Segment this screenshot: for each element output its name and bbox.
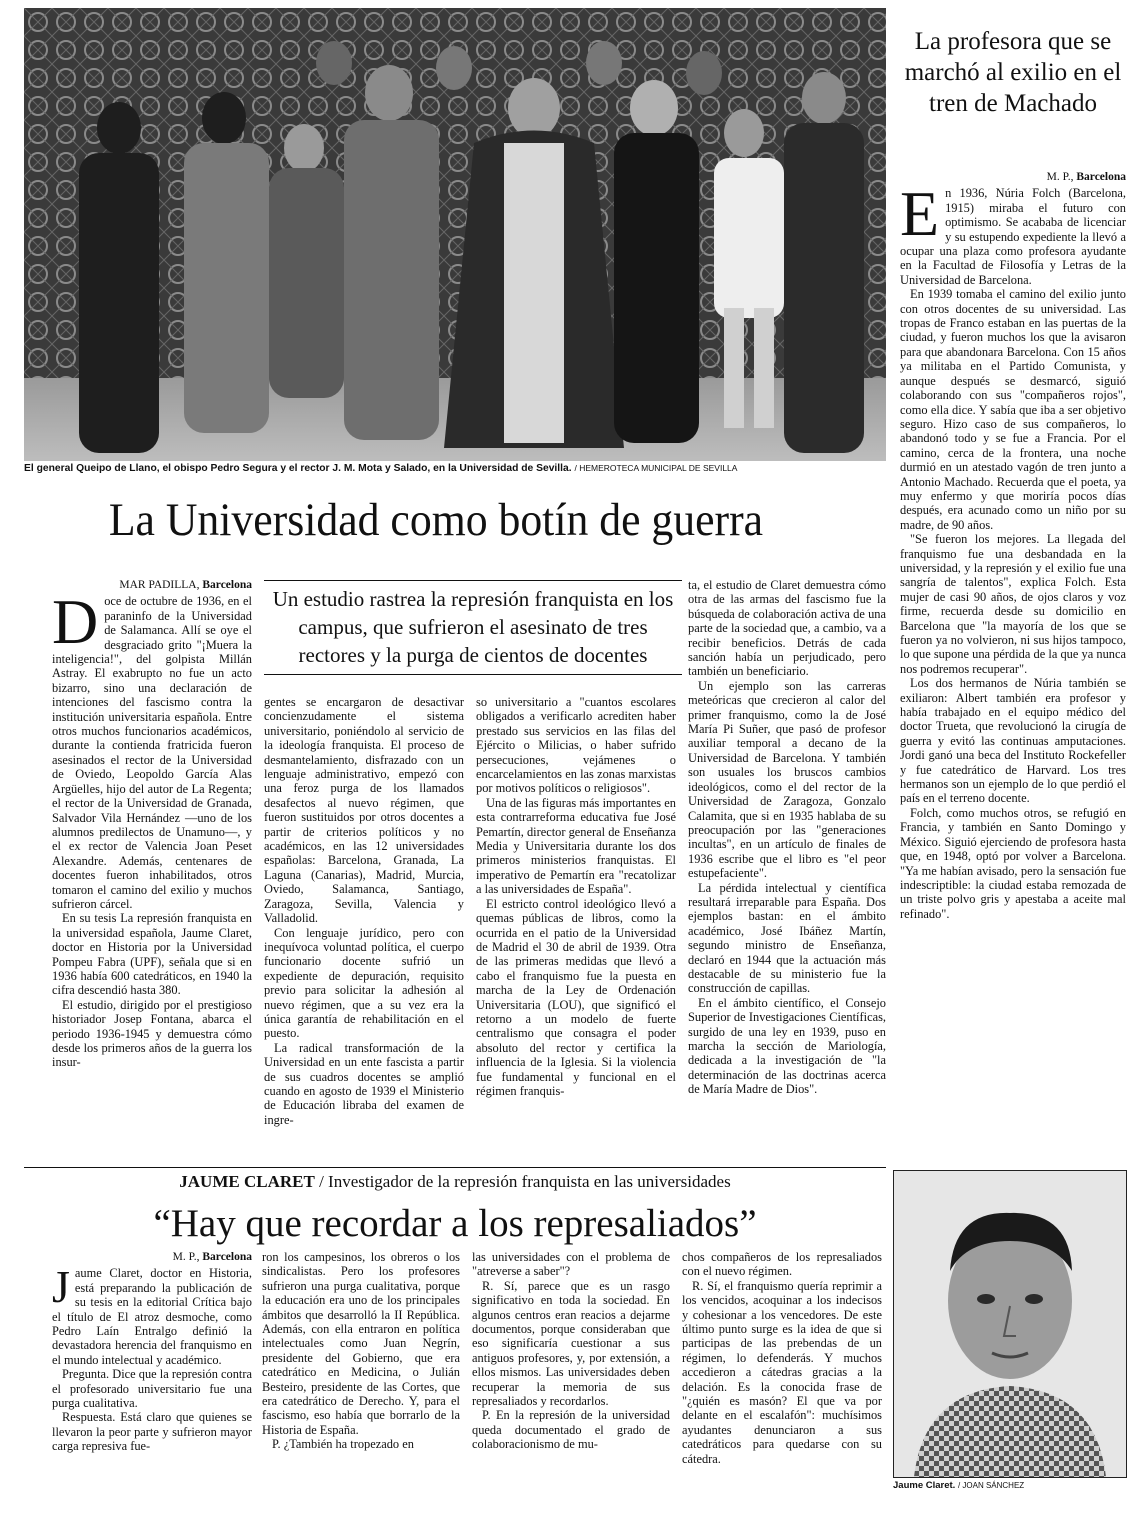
interview-paragraph: R. Sí, parece que es un rasgo significativo en toda la sociedad. En algunos centros eran reacios a dejarme documentos, porque consideraban que eso significaría cuestionar a sus antiguos profesores, y, por extensión, a ellos mismos. Las universidades deben recuperar la memoria de sus represaliados y recordarlos.	[472, 1278, 670, 1409]
main-dropcap: D	[52, 586, 99, 658]
main-paragraph: gentes se encargaron de desactivar concienzudamente el sistema universitario, poniéndolo al servicio de la ideología franquista. El proceso de desmantelamiento, disfrazado con un lenguaje administrativo, empezó con una feroz purga de los llamados desafectos al nuevo régimen, que fueron sustituidos por otros docentes a partir de criterios políticos y no académicos, en las 12 universidades españolas: Barcelona, Granada, La Laguna (Canarias), Madrid, Murcia, Oviedo, Salamanca, Santiago, Zaragoza, Sevilla, Valencia y Valladolid.	[264, 695, 464, 926]
interview-paragraph: P. ¿También ha tropezado en	[272, 1437, 414, 1452]
main-article-col-3	[476, 695, 676, 1157]
sidebar-byline-place: Barcelona	[1076, 171, 1126, 183]
interview-paragraph: chos compañeros de los represaliados con el nuevo régimen.	[682, 1250, 882, 1279]
sidebar-dropcap: E	[900, 178, 940, 250]
main-paragraph: Con lenguaje jurídico, pero con inequívoca voluntad política, el cuerpo funcionario docente sufrió un expediente de depuración, requisito previo para solicitar la adhesión al nuevo régimen, que a su vez era la única garantía de rehabilitación en el puesto.	[264, 925, 464, 1041]
interview-paragraph: P. En la represión de la universidad queda documentado el grado de colaboracionismo de mu-	[472, 1408, 670, 1452]
photo-caption-text: El general Queipo de Llano, el obispo Pedro Segura y el rector J. M. Mota y Salado, en la Universidad de Sevilla.	[24, 463, 572, 474]
sidebar-byline-author: M. P.,	[1046, 171, 1074, 183]
portrait-photo	[893, 1170, 1127, 1478]
portrait-credit: / JOAN SÁNCHEZ	[957, 1481, 1025, 1490]
main-deck: Un estudio rastrea la represión franquista en los campus, que sufrieron el asesinato de tres rectores y la purga de cientos de docentes	[264, 580, 682, 675]
sidebar-article	[900, 170, 1126, 1175]
sidebar-paragraph: Los dos hermanos de Núria también se exiliaron: Albert también era profesor y había trabajado en el equipo médico del doctor Trueta, que revolucionó la cirugía de guerra y evitó las continuas amputaciones. Jordi ganó una beca del Instituto Rockefeller y fue catedrático de Harvard. Los tres hermanos son un ejemplo de lo que perdió el país en el terreno docente.	[900, 676, 1126, 806]
interview-paragraph: ron los campesinos, los obreros o los sindicalistas. Pero los profesores sufrieron una purga cualitativa, porque la educación era uno de los principales ámbitos que desarrolló la II República. Además, con ella entraron en política intelectuales como Juan Negrín, presidente del Gobierno, que era catedrático en Medicina, o Julián Besteiro, presidente de las Cortes, que era catedrático de Derecho. Y, para el fascismo, eso había que borrarlo de la Historia de España.	[262, 1250, 460, 1437]
sidebar-paragraph: Folch, como muchos otros, se refugió en Francia, y también en Santo Domingo y México. Siguió ejerciendo de profesora hasta que, en 1948, optó por volver a Barcelona. "Ya me habían avisado, pero la sensación fue indescriptible: la ciudad estaba remozada de un triste polvo gris y apestaba a aceite mal refinado".	[900, 805, 1126, 921]
photo-caption	[24, 463, 886, 474]
interview-headline: “Hay que recordar a los represaliados”	[153, 1202, 757, 1245]
main-article-col-1	[52, 578, 252, 1158]
main-paragraph: La radical transformación de la Universidad en un ente fascista a partir de sus cuadros docentes se amplió cuando en agosto de 1939 el Ministerio de Educación libraba del examen de ingre-	[264, 1040, 464, 1127]
interview-paragraph: aume Claret, doctor en Historia, está preparando la publicación de su tesis en la editorial Crítica bajo el título de El atroz desmoche, como Pedro Laín Entralgo definió la devastadora herencia del franquismo en el mundo intelectual y académico.	[52, 1266, 252, 1367]
sidebar-paragraph: En 1939 tomaba el camino del exilio junto con otros docentes de su universidad. Las tropas de Franco estaban en las puertas de la ciudad, y fueron muchos los que la avisaron para que abandonara Barcelona. Con 15 años ya militaba en el Partido Comunista, y aunque después se desmarcó, siguió colaborando con sus "compañeros rojos", como ella dice. Y sabía que iba a ser objetivo seguro. Hizo caso de sus compañeros, lo abandonó todo y se fue a Francia. Por el camino, cerca de la frontera, una noche durmió en un atestado vagón de tren junto a Antonio Machado. Recuerda que el poeta, ya muy enfermo y que moriría pocos días después, era acunado como un niño por su madre, de 90 años.	[900, 287, 1126, 532]
main-headline: La Universidad como botín de guerra	[108, 494, 764, 546]
portrait-caption-text: Jaume Claret.	[893, 1480, 956, 1491]
interview-col-1	[52, 1250, 252, 1525]
main-paragraph: En su tesis La represión franquista en la universidad española, Jaume Claret, doctor en Historia por la Universidad Pompeu Fabra (UPF), señala que si en 1936 había 600 catedráticos, en 1940 la cifra descendió hasta 380.	[52, 911, 252, 998]
interview-paragraph: Pregunta. Dice que la represión contra el profesorado universitario fue una purga cualitativa.	[52, 1367, 252, 1411]
main-paragraph: so universitario a "cuantos escolares obligados a verificarlo acrediten haber prestado sus servicios en las filas del Ejército o Milicias, o haber sufrido persecuciones, vejámenes o encarcelamientos en las zonas marxistas por motivos políticos o religiosos".	[476, 695, 676, 796]
interview-byline	[52, 1250, 252, 1264]
sidebar-paragraph: "Se fueron los mejores. La llegada del franquismo fue una desbandada en la universidad, y la represión y el exilio fue una sangría de talentos", explica Folch. Esta mujer de casi 90 años, de ojos claros y voz firme, recuerda desde su domicilio en Barcelona que "la mayoría de los que se fueron ya no volvieron, ni sus hijos tampoco, lo que supone una pérdida de la que ya nunca nos podremos recuperar".	[900, 532, 1126, 676]
portrait-caption	[893, 1480, 1024, 1491]
main-paragraph: El estricto control ideológico llevó a quemas públicas de libros, como la ocurrida en el patio de la Universidad de Madrid el 30 de abril de 1939. Otra de las primeras medidas que llevó a cabo el franquismo fue la puesta en marcha de la Ley de Ordenación Universitaria (LOU), que significó el retorno a un modelo de fuerte centralismo que consagra el poder absoluto del rector y certifica la influencia de la Iglesia. Si la violencia fue fundamental y funcional en el régimen franquis-	[476, 896, 676, 1098]
main-paragraph: Un ejemplo son las carreras meteóricas que crecieron al calor del primer franquismo, como la de José María Pi Suñer, que pasó de profesor auxiliar temporal a decano de la Universidad de Barcelona. Y también son usuales los bruscos cambios ideológicos, como el del rector de la Universidad de Zaragoza, Gonzalo Calamita, que si en 1935 hablaba de su preocupación por las "generaciones incultas", en un artículo de finales de 1936 escribe que el libro es "el peor estupefaciente".	[688, 678, 886, 881]
historical-group-photo	[24, 8, 886, 461]
interview-byline-place: Barcelona	[202, 1251, 252, 1263]
main-paragraph: ta, el estudio de Claret demuestra cómo otra de las armas del fascismo fue la búsqueda de colaboración activa de una parte de la sociedad que, a cambio, va a recibir beneficios. Detrás de cada sanción había un perjudicado, pero también un beneficiario.	[688, 578, 886, 679]
main-paragraph: oce de octubre de 1936, en el paraninfo de la Universidad de Salamanca. Allí se oye el desgraciado grito "¡Muera la inteligencia!", del golpista Millán Astray. El exabrupto no fue un acto bizarro, sino una declaración de intenciones del fascismo contra la institución universitaria española. Entre otros muchos funcionarios académicos, durante la contienda fratricida fueron asesinados el rector de la Universidad de Oviedo, Leopoldo García Alas Argüelles, hijo del autor de La Regenta; el rector de la Universidad de Granada, Salvador Vila Hernández —uno de los alumnos predilectos de Unamuno—, y el ex rector de Valencia Joan Peset Alexandre. Además, centenares de docentes fueron inhabilitados, otros tomaron el camino del exilio y muchos sufrieron cárcel.	[52, 594, 252, 911]
main-paragraph: Una de las figuras más importantes en esta contrarreforma educativa fue José Pemartín, director general de Enseñanza Media y Universitaria durante los dos primeros ministerios franquistas. El imperativo de Pemartín era "recatolizar a las universidades de España".	[476, 795, 676, 897]
main-paragraph: El estudio, dirigido por el prestigioso historiador Josep Fontana, abarca el periodo 1936-1945 y demuestra cómo desde los primeros años de la guerra los insur-	[52, 997, 252, 1070]
interview-paragraph: las universidades con el problema de "atreverse a saber"?	[472, 1250, 670, 1279]
group-photo-illustration	[24, 8, 886, 461]
interview-col-2	[262, 1250, 460, 1525]
interview-kicker	[24, 1172, 886, 1192]
interview-col-3	[472, 1250, 670, 1525]
main-paragraph: En el ámbito científico, el Consejo Superior de Investigaciones Científicas, surgido de una ley en 1939, puso en marcha la sección de Mariología, dedicada a la investigación de "la determinación de las doctrinas acerca de María Madre de Dios".	[688, 995, 886, 1097]
main-paragraph: La pérdida intelectual y científica resultará irreparable para España. Dos ejemplos bastan: en el ámbito académico, José Ibáñez Martín, segundo ministro de Enseñanza, declaró en 1944 que la actuación más destacable de su ministerio fue la construcción de capillas.	[688, 880, 886, 996]
main-article-col-2	[264, 695, 464, 1157]
interview-kicker-name: JAUME CLARET	[179, 1172, 315, 1191]
main-byline-place: Barcelona	[202, 579, 252, 591]
interview-paragraph: Respuesta. Está claro que quienes se llevaron la peor parte y sufrieron mayor carga represiva fue-	[52, 1410, 252, 1454]
interview-byline-author: M. P.,	[172, 1251, 200, 1263]
interview-col-4	[682, 1250, 882, 1525]
sidebar-paragraph: n 1936, Núria Folch (Barcelona, 1915) miraba el futuro con optimismo. Se acababa de licenciar y su estupendo expediente la llevó a ocupar una plaza como profesora ayudante en la Facultad de Filosofía y Letras de la Universidad de Barcelona.	[900, 186, 1126, 287]
interview-paragraph: R. Sí, el franquismo quería reprimir a los vencidos, acoquinar a los indecisos y cohesionar a los vencedores. De este último punto surge es la idea de que si participas de las prebendas de un régimen, lo defenderás. Y muchos accedieron a cátedras gracias a la delación. Es la conocida frase de "¿quién es masón? El que va por delante en el escalafón": muchísimos ayudantes denunciaron a sus catedráticos para quedarse con su cátedra.	[682, 1278, 882, 1466]
photo-credit: / HEMEROTECA MUNICIPAL DE SEVILLA	[574, 463, 738, 473]
interview-dropcap: J	[52, 1261, 70, 1313]
sidebar-headline: La profesora que se marchó al exilio en el tren de Machado	[904, 28, 1122, 117]
main-article-col-4	[688, 578, 886, 1157]
section-divider	[24, 1167, 886, 1168]
portrait-illustration	[894, 1171, 1126, 1477]
main-byline-author: MAR PADILLA,	[119, 579, 200, 591]
interview-kicker-rest: / Investigador de la represión franquista en las universidades	[319, 1172, 731, 1191]
